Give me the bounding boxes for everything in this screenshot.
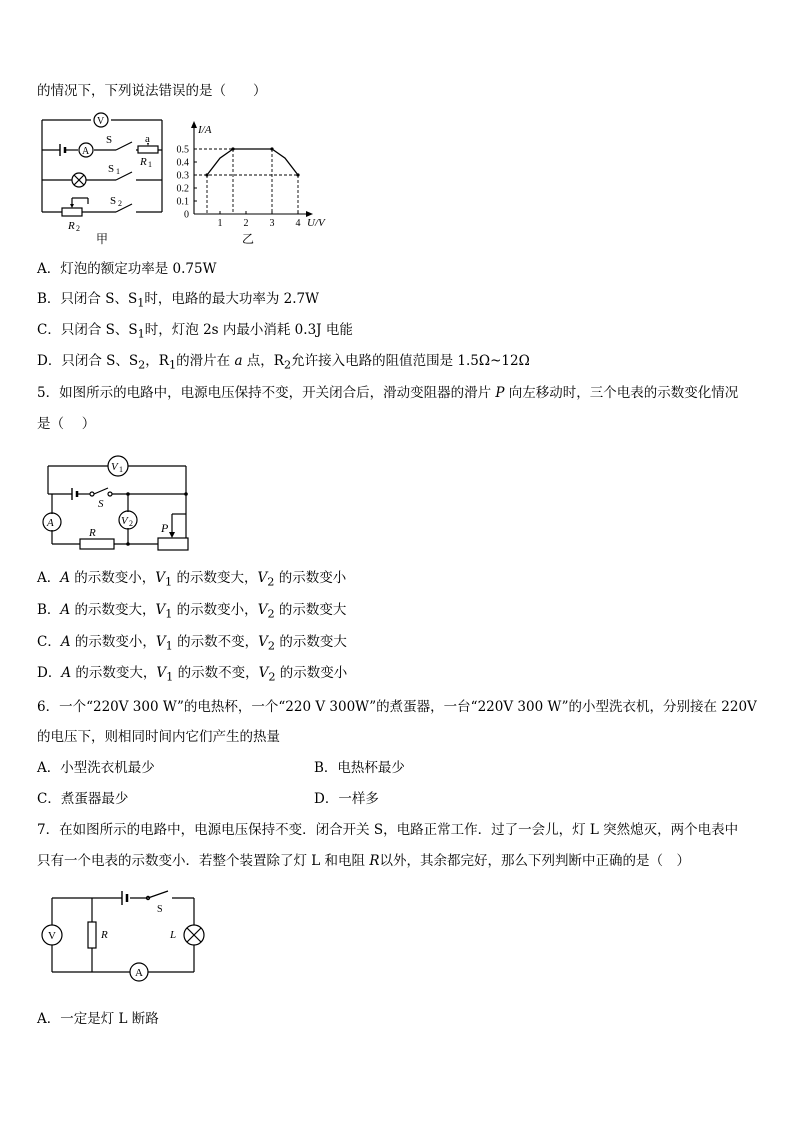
q7-stem-line1: 7．在如图所示的电路中，电源电压保持不变．闭合开关 S，电路正常工作．过了一会儿，灯 L 突然熄灭，两个电表中 — [37, 822, 739, 838]
q7-l2-post: 以外，其余都完好，那么下列判断中正确的是（ ） — [379, 853, 691, 869]
fig-jia-label: 甲 — [96, 232, 109, 246]
q5-opt-c-t3: 的示数变大 — [275, 634, 347, 650]
q5-opt-c-v1: V — [155, 634, 166, 650]
q4-d-sub: 2 — [138, 358, 146, 372]
q5-opt-d-s2: 2 — [268, 670, 276, 684]
v2-sub: 2 — [129, 519, 133, 528]
q5-opt-a-pre: A． — [37, 570, 61, 586]
a-label: A — [135, 967, 143, 979]
q5-figure — [40, 452, 200, 558]
q5-opt-a-t1: 的示数变小， — [70, 570, 156, 586]
iu-curve — [207, 149, 298, 175]
x-axis-title: U/V — [307, 217, 325, 229]
q5-opt-d-a: A — [61, 665, 72, 681]
q4-c-sub: 1 — [137, 327, 145, 341]
q4-figure — [36, 110, 346, 250]
q5-opt-a-v1: V — [155, 570, 166, 586]
q5-option-c — [37, 632, 347, 657]
q5-opt-d-v1: V — [156, 665, 167, 681]
q5-opt-b-s2: 2 — [267, 607, 275, 621]
q4-option-d — [37, 351, 530, 376]
q5-opt-b-a: A — [60, 602, 71, 618]
q4-figure-svg — [36, 110, 346, 250]
q4-option-c — [37, 320, 353, 345]
q7-figure — [38, 888, 214, 988]
q4-b-pre: B．只闭合 S、S — [37, 291, 138, 307]
q5-opt-c-s1: 1 — [165, 639, 173, 653]
q5-opt-a-a: A — [60, 570, 70, 586]
voltmeter-label: V — [97, 116, 105, 127]
point-a-label: a — [145, 133, 150, 145]
q4-b-sub: 1 — [137, 296, 145, 310]
q6-option-b: B．电热杯最少 — [314, 760, 405, 776]
q6-stem-line2: 的电压下，则相同时间内它们产生的热量 — [37, 729, 280, 745]
q4-d-post: 允许接入电路的阻值范围是 1.5Ω~12Ω — [291, 353, 530, 369]
x-tick-label: 2 — [243, 218, 249, 229]
s-label: S — [157, 904, 163, 915]
q5-option-b — [37, 600, 346, 625]
q4-c-pre: C．只闭合 S、S — [37, 322, 138, 338]
a-label: A — [47, 517, 54, 529]
q5-opt-d-pre: D． — [37, 665, 62, 681]
q5-stem-line2: 是（ ） — [37, 416, 96, 432]
q5-opt-a-t3: 的示数变小 — [274, 570, 347, 586]
q4-c-post: 时，灯泡 2s 内最小消耗 0.3J 电能 — [144, 322, 353, 338]
q4-b-post: 时，电路的最大功率为 2.7W — [144, 291, 320, 307]
q5-opt-d-t1: 的示数变大， — [71, 665, 157, 681]
r2-sub: 2 — [76, 224, 80, 233]
s1-label: S — [108, 163, 115, 175]
v-label: V — [48, 930, 56, 942]
q5-opt-b-t2: 的示数变小， — [172, 602, 258, 618]
l-label: L — [170, 929, 177, 941]
y-tick-label: 0.5 — [176, 144, 189, 156]
q5-opt-b-t3: 的示数变大 — [274, 602, 347, 618]
q4-d-mid3: 点，R — [242, 353, 284, 369]
q5-opt-b-pre: B． — [37, 602, 61, 618]
q5-stem-line1 — [37, 383, 738, 403]
q4-d-pre: D．只闭合 S、S — [37, 353, 139, 369]
q7-stem-line2 — [37, 851, 690, 871]
q5-opt-a-t2: 的示数变大， — [172, 570, 258, 586]
q5-opt-b-v2: V — [257, 602, 268, 618]
q4-option-b — [37, 289, 319, 314]
s-label: S — [98, 498, 104, 510]
x-tick-label: 3 — [269, 218, 275, 229]
q5-opt-c-s2: 2 — [267, 639, 276, 653]
q5-opt-c-pre: C． — [37, 634, 61, 650]
q7-figure-svg — [38, 888, 214, 988]
q5-opt-a-s2: 2 — [267, 575, 275, 589]
y-tick-label: 0 — [184, 209, 189, 221]
q5-l1-post: 向左移动时，三个电表的示数变化情况 — [504, 385, 739, 401]
q5-opt-c-t2: 的示数不变， — [172, 634, 259, 650]
q5-opt-c-t1: 的示数变小， — [70, 634, 156, 650]
x-tick-label: 1 — [217, 218, 223, 229]
v1-sub: 1 — [119, 465, 123, 474]
q6-stem-line1: 6．一个“220V 300 W”的电热杯，一个“220 V 300W”的煮蛋器，一台“220V 300 W”的小型洗衣机，分别接在 220V — [37, 699, 757, 715]
q5-opt-c-a: A — [60, 634, 71, 650]
r2-label: R — [68, 220, 75, 232]
q5-opt-c-v2: V — [258, 634, 268, 650]
y-tick-label: 0.3 — [176, 170, 189, 182]
r-label: R — [101, 929, 108, 941]
q5-option-d — [37, 663, 347, 688]
x-tick-label: 4 — [295, 218, 301, 229]
q5-opt-b-t1: 的示数变大， — [70, 602, 156, 618]
q5-opt-a-v2: V — [257, 570, 268, 586]
r1-sub: 1 — [148, 160, 152, 169]
data-point — [231, 147, 234, 150]
q7-l2-r: R — [369, 853, 380, 869]
r1-label: R — [140, 156, 147, 168]
q5-l1-p: P — [495, 385, 505, 401]
q5-opt-d-v2: V — [258, 665, 269, 681]
q5-opt-d-t2: 的示数不变， — [173, 665, 259, 681]
switch-s-label: S — [106, 134, 113, 146]
q5-opt-b-v1: V — [155, 602, 166, 618]
q5-figure-svg — [40, 452, 200, 558]
p-label: P — [161, 521, 169, 535]
data-point — [296, 173, 299, 176]
q4-d-mid2: 的滑片在 — [176, 353, 235, 369]
r-label: R — [89, 527, 96, 539]
q5-opt-d-t3: 的示数变小 — [275, 665, 348, 681]
q5-l1-pre: 5．如图所示的电路中，电源电压保持不变，开关闭合后，滑动变阻器的滑片 — [37, 385, 496, 401]
fig-yi-label: 乙 — [242, 232, 255, 246]
ammeter-label: A — [82, 146, 90, 157]
y-axis-title: I/A — [198, 124, 212, 136]
y-tick-label: 0.2 — [176, 183, 189, 195]
v1-label: V — [111, 461, 118, 473]
q4-d-mid1: ，R — [145, 353, 169, 369]
q4-option-a: A．灯泡的额定功率是 0.75W — [37, 261, 217, 277]
q6-option-a: A．小型洗衣机最少 — [37, 760, 155, 776]
s2-sub: 2 — [118, 199, 122, 208]
data-point — [205, 173, 208, 176]
q5-opt-b-s1: 1 — [165, 607, 173, 621]
q4-stem-end: 的情况下，下列说法错误的是（ ） — [37, 83, 267, 99]
y-tick-label: 0.1 — [176, 196, 189, 208]
q4-d-sub2: 1 — [168, 358, 177, 372]
q7-option-a: A．一定是灯 L 断路 — [37, 1011, 159, 1027]
iu-graph — [177, 121, 314, 229]
y-tick-label: 0.4 — [176, 157, 189, 169]
s2-label: S — [110, 195, 117, 207]
q7-l2-pre: 只有一个电表的示数变小．若整个装置除了灯 L 和电阻 — [37, 853, 370, 869]
q5-option-a — [37, 568, 346, 593]
q4-d-a: a — [234, 353, 243, 369]
s1-sub: 1 — [116, 167, 120, 176]
q6-option-d: D．一样多 — [314, 791, 379, 807]
q5-opt-a-s1: 1 — [165, 575, 173, 589]
data-point — [270, 147, 273, 150]
v2-label: V — [121, 515, 128, 527]
q4-d-sub3: 2 — [283, 358, 292, 372]
q5-opt-d-s1: 1 — [166, 670, 174, 684]
y-axis-arrow — [191, 121, 197, 128]
q6-option-c: C．煮蛋器最少 — [37, 791, 129, 807]
